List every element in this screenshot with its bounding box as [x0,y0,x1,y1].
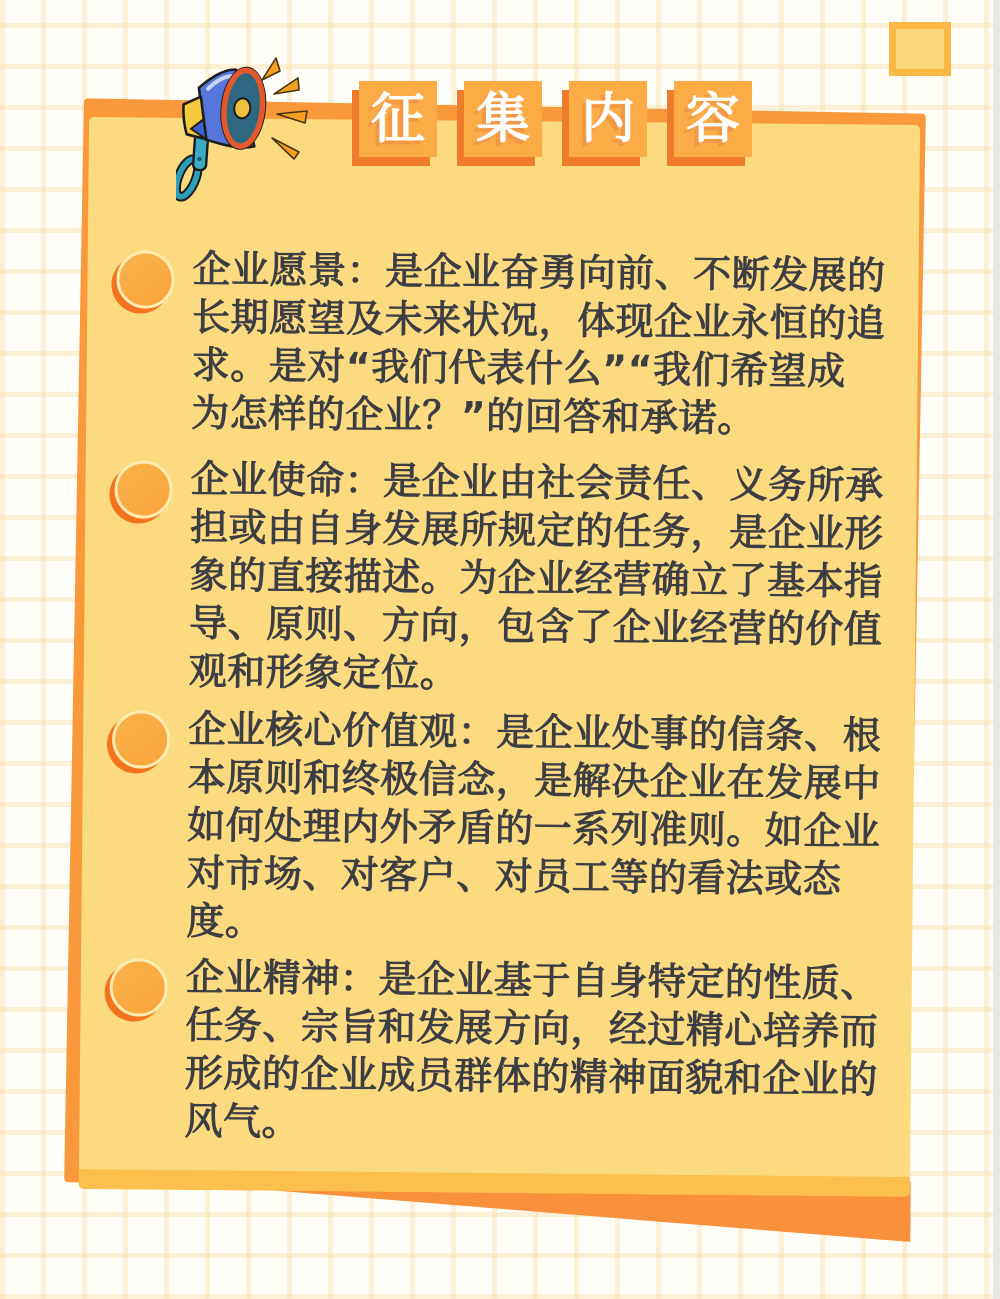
list-item [110,704,892,951]
item-text-core-values: 企业核心价值观：是企业处事的信条、根 本原则和终极信念，是解决企业在发展中 如何处理内外矛盾的一系列准则。如企业 对市场、对客户、对员工等的看法或态 度。 [186,707,882,944]
item-text-mission: 企业使命：是企业由社会责任、义务所承 担或由自身发展所规定的任务，是企业形 象的直接描述。为企业经营确立了基本指 导、原则、方向，包含了企业经营的价值 观和形象定位。 [188,457,884,696]
title-char: 内 [581,87,635,150]
title-char: 容 [686,87,740,150]
bullet-circle [112,710,171,769]
title-box-4 [674,81,752,157]
bullet-circle [116,250,175,309]
list-item [108,952,890,1151]
list-item [113,454,895,701]
item-text-spirit: 企业精神：是企业基于自身特定的性质、 任务、宗旨和发展方向，经过精心培养而 形成的企业成员群体的精神面貌和企业的 风气。 [184,955,880,1145]
title-char: 征 [371,87,425,150]
list-item [115,244,897,443]
title-box-1 [359,81,437,157]
bullet-circle [114,460,173,519]
page-title [359,81,752,157]
bullet-circle [109,958,168,1017]
title-box-2 [464,81,542,157]
title-box-3 [569,81,647,157]
megaphone-icon [176,54,312,212]
content-list [108,244,897,1151]
item-text-vision: 企业愿景：是企业奋勇向前、不断发展的 长期愿望及未来状况，体现企业永恒的追 求。是对“我们代表什么”“我们希望成 为怎样的企业？”的回答和承诺。 [191,247,886,441]
title-char: 集 [476,87,530,150]
